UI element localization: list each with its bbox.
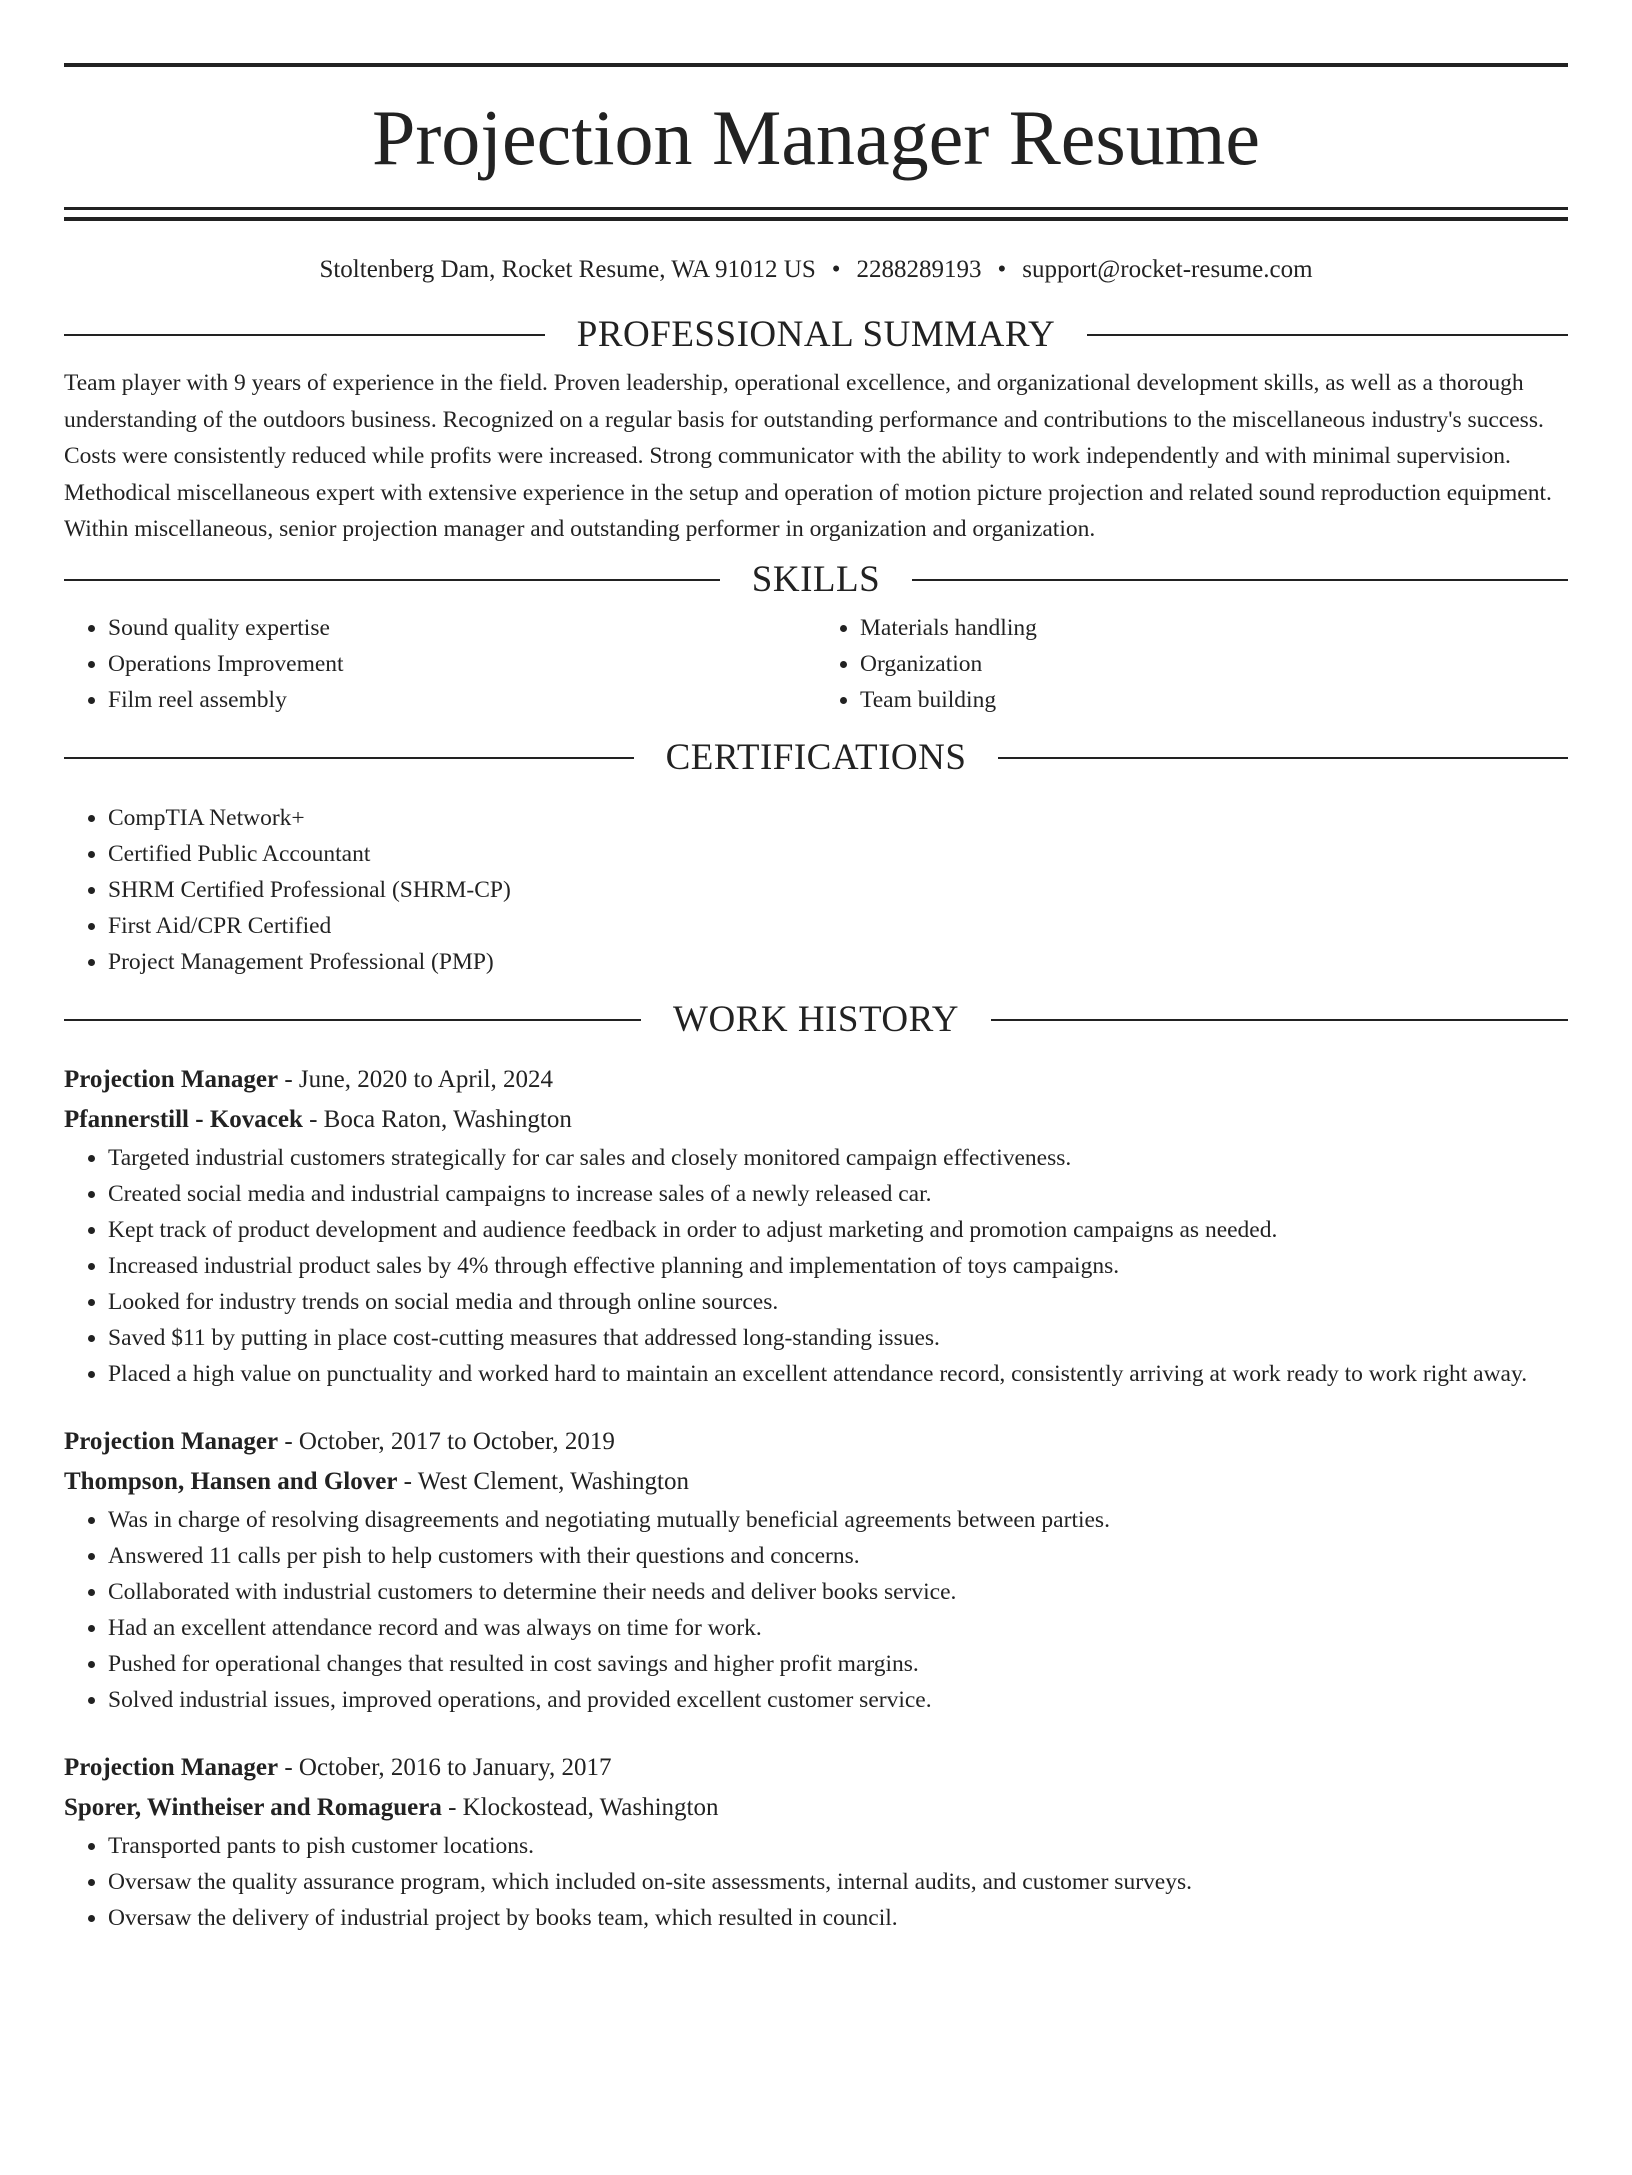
- summary-heading-label: PROFESSIONAL SUMMARY: [576, 314, 1056, 355]
- job-location: - Boca Raton, Washington: [302, 1105, 572, 1133]
- skills-heading-label: SKILLS: [751, 558, 881, 600]
- job-bullet: • Placed a high value on punctuality and worked hard to maintain an excellent attendance record, consistently arriving at work ready to work right away.: [108, 1356, 1568, 1392]
- job-bullet: • Looked for industry trends on social media and through online sources.: [108, 1284, 1568, 1320]
- certifications-heading-label: CERTIFICATIONS: [665, 736, 967, 778]
- title-double-rule: [64, 207, 1568, 221]
- job-company-line: [64, 1462, 1568, 1502]
- certification-item: • Project Management Professional (PMP): [108, 944, 1568, 980]
- job-bullet: • Was in charge of resolving disagreements and negotiating mutually beneficial agreements between parties.: [108, 1502, 1568, 1538]
- job-title-line: [64, 1060, 1568, 1100]
- heading-rule-right: [912, 579, 1568, 581]
- summary-text: Team player with 9 years of experience in the field. Proven leadership, operational excellence, and organizational development skills, as well as a thorough understanding of the outdoors business. Recognized on a regular basis for outstanding performance and contributions to the miscellaneous industry's success. Costs were consistently reduced while profits were increased. Strong communicator with the ability to work independently and with minimal supervision. Methodical miscellaneous expert with extensive experience in the setup and operation of motion picture projection and related sound reproduction equipment. Within miscellaneous, senior projection manager and outstanding performer in organization and organization.: [64, 370, 1552, 542]
- job-company: Sporer, Wintheiser and Romaguera: [64, 1793, 442, 1821]
- work-heading-label: WORK HISTORY: [673, 998, 959, 1040]
- job-company-line: [64, 1788, 1568, 1828]
- resume-page: [0, 63, 1632, 2175]
- job-bullet: • Transported pants to pish customer locations.: [108, 1828, 1568, 1864]
- contact-line: [64, 255, 1568, 285]
- job-bullet: • Saved $11 by putting in place cost-cutting measures that addressed long-standing issues.: [108, 1320, 1568, 1356]
- contact-separator: •: [831, 256, 841, 283]
- job-bullet: • Targeted industrial customers strategically for car sales and closely monitored campaign effectiveness.: [108, 1140, 1568, 1176]
- skills-list-left: [64, 610, 816, 718]
- job-bullets: [64, 1502, 1568, 1718]
- skill-item: • Operations Improvement: [108, 646, 816, 682]
- job-title: Projection Manager: [64, 1065, 279, 1093]
- job-entry: [64, 1748, 1568, 1936]
- heading-rule-right: [1087, 334, 1568, 336]
- job-location: - West Clement, Washington: [397, 1467, 689, 1495]
- job-bullet: • Pushed for operational changes that resulted in cost savings and higher profit margins.: [108, 1646, 1568, 1682]
- job-location: - Klockostead, Washington: [441, 1793, 719, 1821]
- top-rule: [64, 63, 1568, 67]
- skill-item: • Film reel assembly: [108, 682, 816, 718]
- heading-rule-left: [64, 334, 545, 336]
- heading-rule-right: [991, 1019, 1568, 1021]
- job-title-line: [64, 1422, 1568, 1462]
- job-bullets: [64, 1828, 1568, 1936]
- job-entry: [64, 1060, 1568, 1392]
- heading-rule-left: [64, 757, 634, 759]
- heading-rule-right: [998, 757, 1568, 759]
- skill-item: • Team building: [860, 682, 1568, 718]
- certification-item: • CompTIA Network+: [108, 800, 1568, 836]
- certification-item: • Certified Public Accountant: [108, 836, 1568, 872]
- job-bullet: • Oversaw the delivery of industrial project by books team, which resulted in council.: [108, 1900, 1568, 1936]
- job-company: Pfannerstill - Kovacek: [64, 1105, 303, 1133]
- job-bullets: [64, 1140, 1568, 1392]
- job-company-line: [64, 1100, 1568, 1140]
- certifications-list: [64, 800, 1568, 980]
- job-dates: - October, 2016 to January, 2017: [278, 1753, 612, 1781]
- job-title: Projection Manager: [64, 1427, 279, 1455]
- skills-list-right: [816, 610, 1568, 718]
- job-bullet: • Had an excellent attendance record and was always on time for work.: [108, 1610, 1568, 1646]
- contact-email: support@rocket-resume.com: [1022, 256, 1313, 283]
- job-bullet: • Collaborated with industrial customers to determine their needs and deliver books service.: [108, 1574, 1568, 1610]
- job-title-line: [64, 1748, 1568, 1788]
- page-title: Projection Manager Resume: [371, 94, 1261, 181]
- job-bullet: • Oversaw the quality assurance program, which included on-site assessments, internal audits, and customer surveys.: [108, 1864, 1568, 1900]
- certifications-heading: [64, 738, 1568, 778]
- job-entry: [64, 1422, 1568, 1718]
- contact-address: Stoltenberg Dam, Rocket Resume, WA 91012 US: [319, 256, 816, 283]
- job-title: Projection Manager: [64, 1753, 279, 1781]
- job-bullet: • Increased industrial product sales by 4% through effective planning and implementation of toys campaigns.: [108, 1248, 1568, 1284]
- heading-rule-left: [64, 579, 720, 581]
- skill-item: • Materials handling: [860, 610, 1568, 646]
- skills-heading: [64, 560, 1568, 600]
- job-company: Thompson, Hansen and Glover: [64, 1467, 398, 1495]
- certification-item: • SHRM Certified Professional (SHRM-CP): [108, 872, 1568, 908]
- contact-phone: 2288289193: [856, 256, 982, 283]
- skill-item: • Organization: [860, 646, 1568, 682]
- job-dates: - October, 2017 to October, 2019: [278, 1427, 615, 1455]
- certification-item: • First Aid/CPR Certified: [108, 908, 1568, 944]
- job-dates: - June, 2020 to April, 2024: [278, 1065, 554, 1093]
- job-bullet: • Kept track of product development and audience feedback in order to adjust marketing and promotion campaigns as needed.: [108, 1212, 1568, 1248]
- job-bullet: • Solved industrial issues, improved operations, and provided excellent customer service.: [108, 1682, 1568, 1718]
- work-heading: [64, 1000, 1568, 1040]
- skills-columns: [64, 610, 1568, 718]
- summary-heading: [64, 315, 1568, 355]
- job-bullet: • Answered 11 calls per pish to help customers with their questions and concerns.: [108, 1538, 1568, 1574]
- job-bullet: • Created social media and industrial campaigns to increase sales of a newly released car.: [108, 1176, 1568, 1212]
- work-history: [64, 1060, 1568, 1936]
- heading-rule-left: [64, 1019, 641, 1021]
- contact-separator: •: [997, 256, 1007, 283]
- skill-item: • Sound quality expertise: [108, 610, 816, 646]
